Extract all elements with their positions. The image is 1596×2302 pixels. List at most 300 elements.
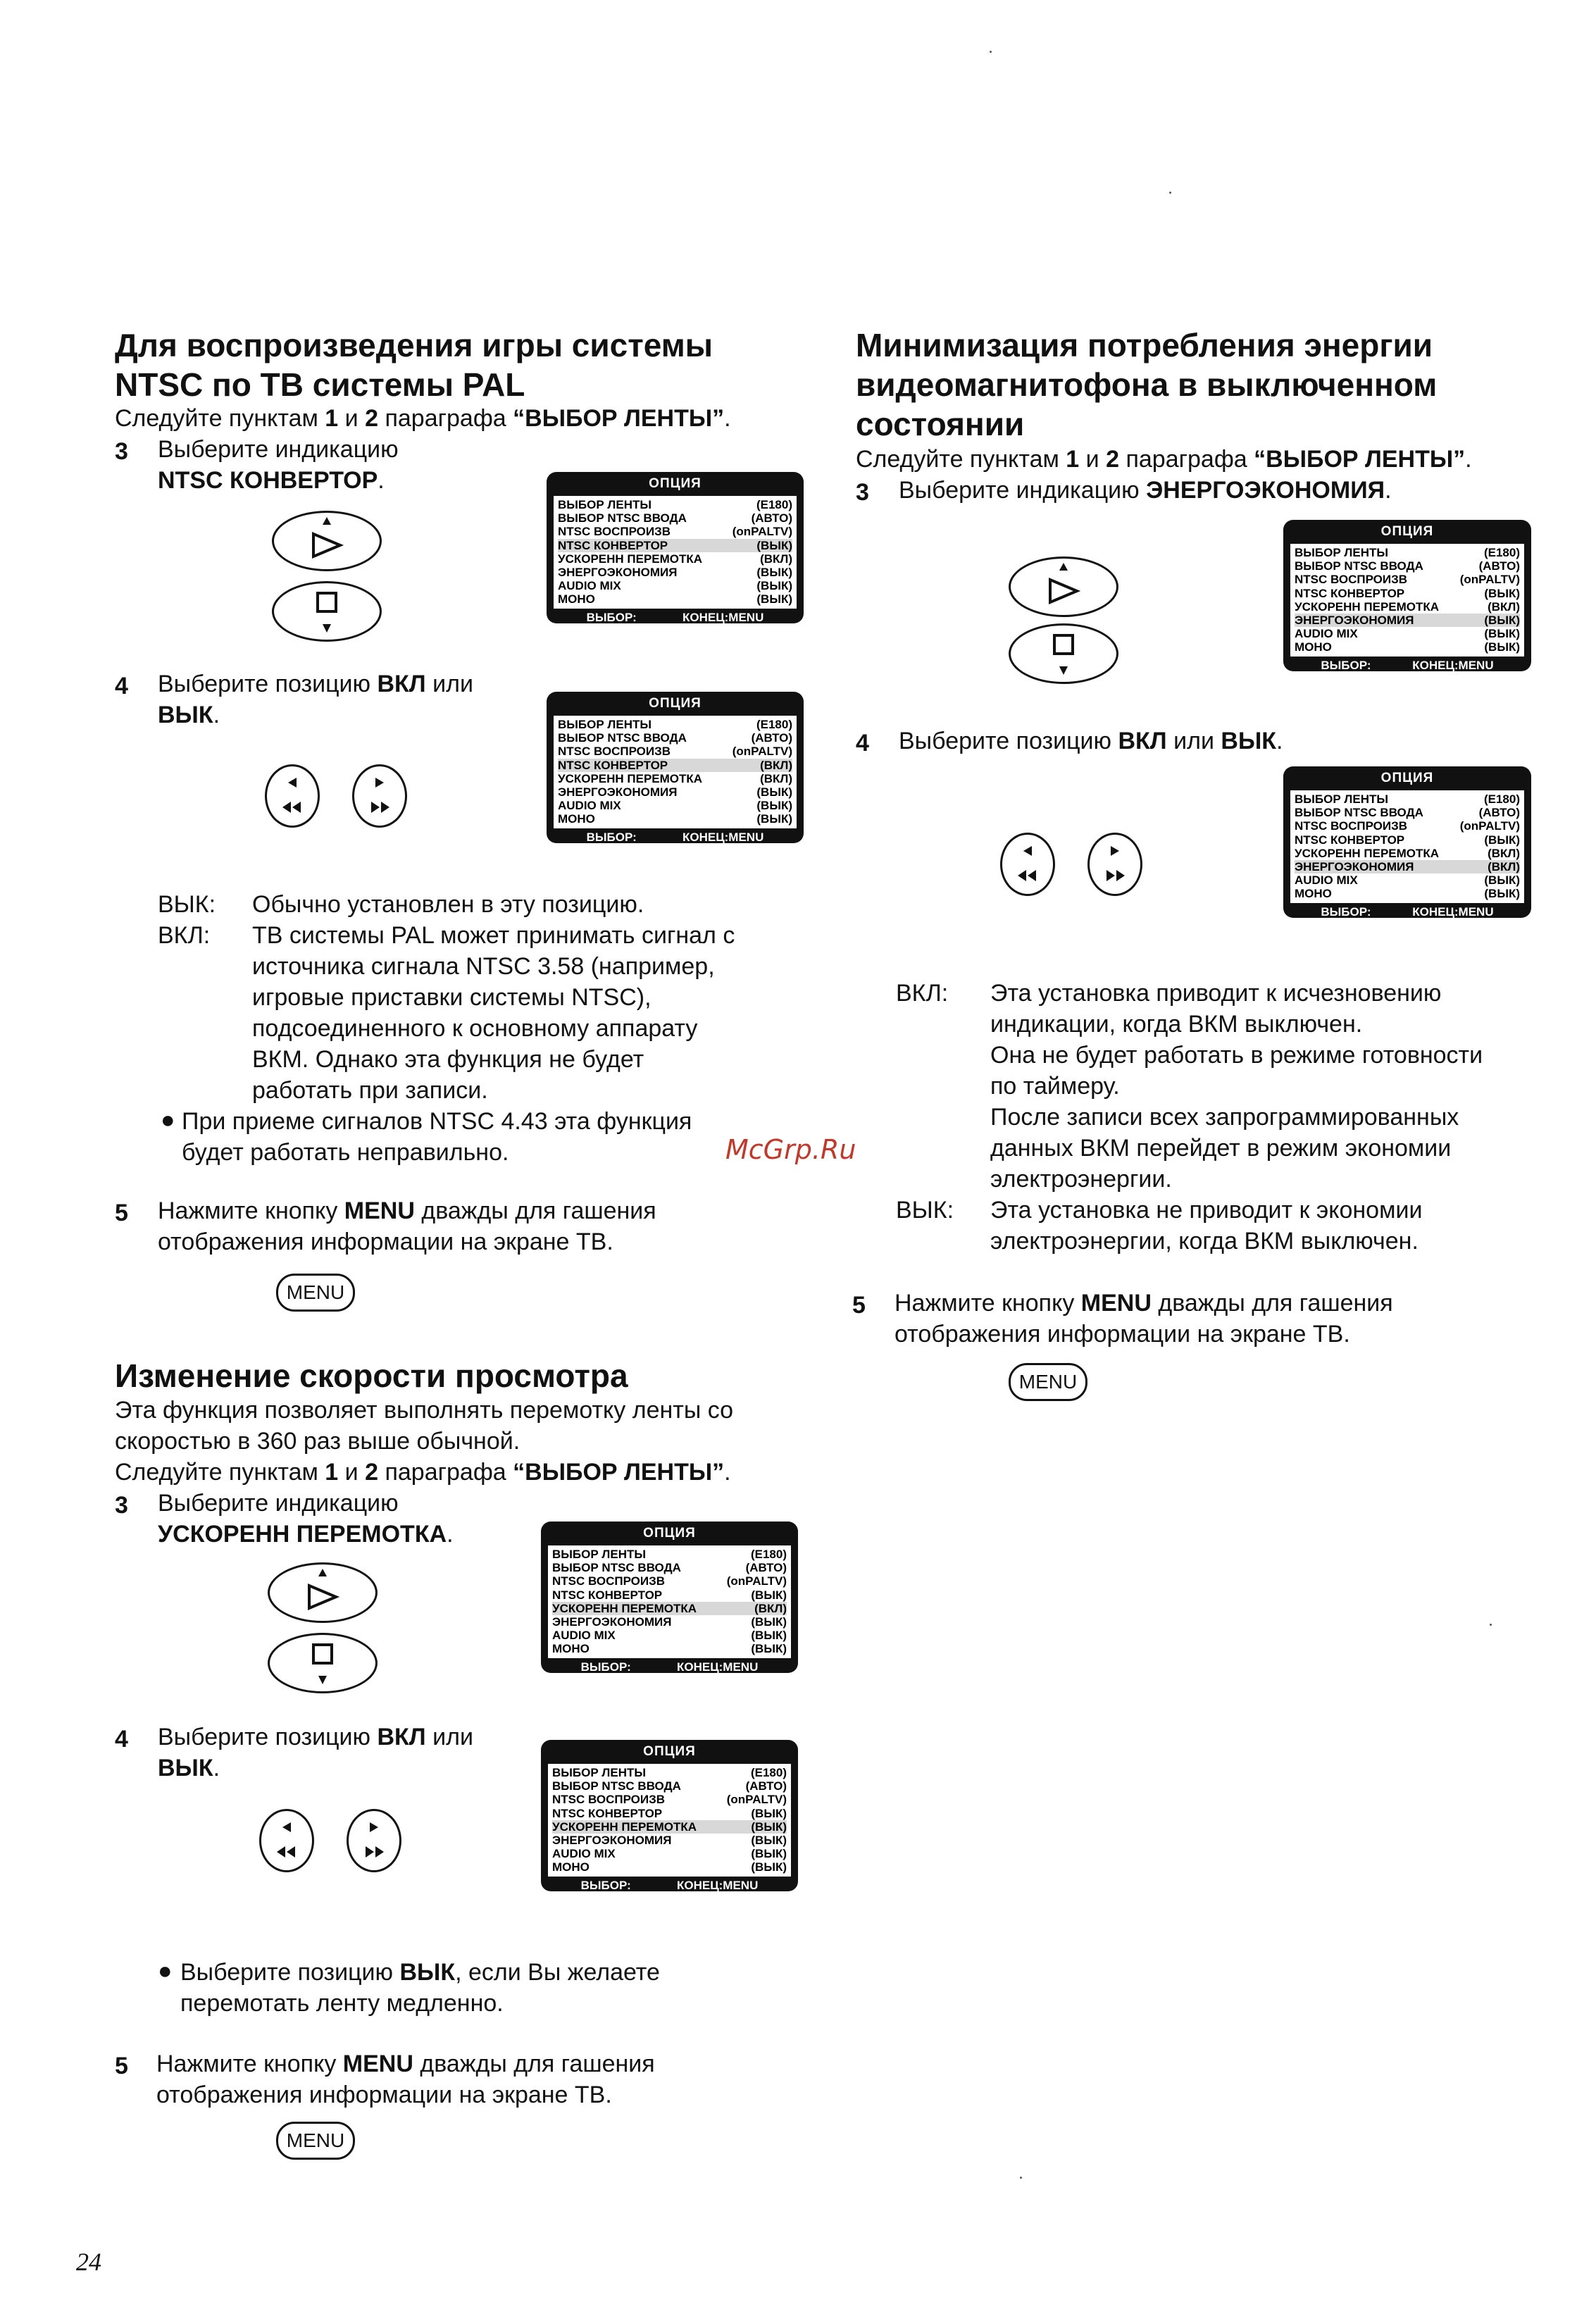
def-on-line: ВКМ. Однако эта функция не будет bbox=[252, 1046, 644, 1073]
section2-step3-text bbox=[158, 1488, 454, 1550]
osd-row-value: (ВКЛ) bbox=[760, 771, 792, 785]
osd-row bbox=[1295, 546, 1520, 559]
follow-text: Следуйте пунктам bbox=[115, 405, 325, 432]
down-arrow-icon bbox=[270, 1635, 375, 1691]
rewind-button[interactable] bbox=[259, 1809, 314, 1872]
osd-row-label: МОНО bbox=[1295, 887, 1332, 901]
osd-row-label: ВЫБОР ЛЕНТЫ bbox=[1295, 546, 1388, 559]
osd-row bbox=[1295, 587, 1520, 600]
osd-row bbox=[558, 799, 792, 812]
section1-follow-text bbox=[115, 403, 731, 434]
step5-text bbox=[158, 1195, 656, 1257]
osd-row-value: (ВЫК) bbox=[756, 538, 792, 552]
osd-row bbox=[1295, 559, 1520, 573]
def-on-line: ТВ системы PAL может принимать сигнал с bbox=[252, 922, 735, 949]
osd-row bbox=[1295, 627, 1520, 640]
rewind-icon bbox=[261, 1811, 312, 1870]
osd-row-label: ЭНЕРГОЭКОНОМИЯ bbox=[558, 785, 678, 800]
up-arrow-button[interactable] bbox=[272, 511, 382, 571]
osd-footer bbox=[541, 1877, 798, 1895]
step5-number: 5 bbox=[115, 1200, 128, 1226]
osd-row bbox=[558, 718, 792, 731]
osd-row-label: МОНО bbox=[558, 812, 595, 826]
osd-list bbox=[1290, 544, 1524, 657]
osd-row-label: AUDIO MIX bbox=[552, 1847, 616, 1861]
osd-row-label: AUDIO MIX bbox=[1295, 873, 1358, 888]
down-arrow-button[interactable] bbox=[1009, 623, 1118, 684]
osd-row-label: ВЫБОР NTSC ВВОДА bbox=[552, 1561, 681, 1575]
osd-footer-end: КОНЕЦ:MENU bbox=[1412, 658, 1494, 672]
follow-paragraph: параграфа bbox=[1119, 446, 1254, 473]
osd-row-value: (ВЫК) bbox=[751, 1642, 787, 1656]
def-on-line: подсоединенного к основному аппарату bbox=[252, 1015, 698, 1042]
step4-line1 bbox=[158, 1722, 473, 1753]
osd-row-value: (ВЫК) bbox=[1484, 833, 1520, 847]
osd-row-label: ЭНЕРГОЭКОНОМИЯ bbox=[558, 566, 678, 580]
bullet-line2: перемотать ленту медленно. bbox=[180, 1990, 504, 2017]
osd-row bbox=[552, 1642, 787, 1655]
osd-row-label: ВЫБОР NTSC ВВОДА bbox=[1295, 806, 1423, 820]
follow-paragraph: параграфа bbox=[378, 1459, 513, 1486]
osd-row-selected bbox=[552, 1820, 787, 1834]
osd-row-value: (ВЫК) bbox=[1484, 887, 1520, 901]
step4-instruction: Выберите позицию bbox=[899, 728, 1118, 754]
bullet-line: будет работать неправильно. bbox=[182, 1139, 509, 1166]
up-arrow-icon bbox=[274, 513, 380, 569]
follow-end: . bbox=[1465, 446, 1472, 473]
step3-end: . bbox=[378, 467, 385, 494]
osd-footer-select: ВЫБОР: bbox=[586, 610, 637, 624]
step3-option-line bbox=[158, 1519, 454, 1550]
step5-line1 bbox=[158, 1195, 656, 1226]
step3-instruction: Выберите индикацию bbox=[899, 477, 1147, 504]
osd-menu-ntsc-convertor bbox=[547, 472, 804, 623]
osd-menu-ntsc-convertor-on bbox=[547, 692, 804, 843]
osd-row-value: (ВКЛ) bbox=[760, 758, 792, 772]
osd-row-label: МОНО bbox=[1295, 640, 1332, 654]
osd-row-value: (ВЫК) bbox=[751, 1860, 787, 1874]
osd-row bbox=[558, 592, 792, 606]
up-arrow-icon bbox=[1011, 559, 1116, 615]
osd-row-value: (АВТО) bbox=[751, 511, 792, 525]
osd-row bbox=[558, 552, 792, 566]
osd-row-value: (ВКЛ) bbox=[1488, 599, 1520, 614]
rewind-button[interactable] bbox=[1000, 833, 1055, 896]
osd-row-label: NTSC ВОСПРОИЗВ bbox=[552, 1793, 666, 1807]
step4-or: или bbox=[1166, 728, 1221, 754]
osd-list bbox=[554, 496, 797, 609]
osd-row-label: ВЫБОР NTSC ВВОДА bbox=[558, 511, 687, 525]
def-line: индикации, когда ВКМ выключен. bbox=[990, 1011, 1363, 1038]
osd-footer-end: КОНЕЦ:MENU bbox=[677, 1660, 759, 1674]
osd-row-label: NTSC КОНВЕРТОР bbox=[552, 1588, 663, 1602]
def-on-line: источника сигнала NTSC 3.58 (например, bbox=[252, 953, 715, 980]
osd-footer bbox=[541, 1658, 798, 1676]
osd-row-label: МОНО bbox=[552, 1642, 590, 1656]
up-arrow-button[interactable] bbox=[268, 1562, 378, 1623]
follow-section-name: “ВЫБОР ЛЕНТЫ” bbox=[513, 1459, 725, 1486]
osd-row-label: УСКОРЕНН ПЕРЕМОТКА bbox=[1295, 599, 1440, 614]
osd-row-value: (ВЫК) bbox=[756, 799, 792, 813]
step5-line2: отображения информации на экране ТВ. bbox=[156, 2082, 612, 2108]
down-arrow-button[interactable] bbox=[268, 1633, 378, 1693]
osd-row-value: (onPALTV) bbox=[726, 1793, 787, 1807]
speck bbox=[990, 51, 992, 53]
bullet-icon: ● bbox=[158, 1958, 173, 1984]
step5-line1 bbox=[156, 2048, 655, 2079]
step5-rest: дважды для гашения bbox=[414, 1197, 656, 1224]
step3-number: 3 bbox=[115, 438, 128, 465]
step3-option-line bbox=[158, 465, 399, 496]
osd-row-label: МОНО bbox=[558, 592, 595, 606]
osd-row bbox=[552, 1847, 787, 1860]
step4-end: . bbox=[213, 1755, 220, 1781]
osd-row-label: УСКОРЕНН ПЕРЕМОТКА bbox=[558, 771, 703, 785]
section2-step3-number: 3 bbox=[115, 1492, 128, 1519]
menu-button[interactable]: MENU bbox=[276, 2122, 355, 2160]
osd-list bbox=[548, 1545, 791, 1658]
section2-step4-number: 4 bbox=[115, 1726, 128, 1753]
osd-footer bbox=[547, 609, 804, 627]
osd-row-value: (Е180) bbox=[1483, 792, 1520, 806]
osd-row-value: (ВЫК) bbox=[751, 1847, 787, 1861]
osd-row-selected bbox=[558, 539, 792, 552]
osd-row bbox=[1295, 873, 1520, 887]
osd-row-label: ВЫБОР ЛЕНТЫ bbox=[558, 718, 652, 731]
osd-row bbox=[552, 1615, 787, 1629]
osd-title: ОПЦИЯ bbox=[643, 1526, 696, 1541]
osd-row bbox=[552, 1807, 787, 1820]
step5-menu-word: MENU bbox=[342, 2051, 413, 2077]
osd-row bbox=[558, 731, 792, 745]
osd-row-value: (onPALTV) bbox=[732, 525, 792, 539]
osd-row-label: AUDIO MIX bbox=[1295, 627, 1358, 641]
osd-footer-select: ВЫБОР: bbox=[580, 1878, 631, 1892]
osd-row-value: (ВЫК) bbox=[756, 579, 792, 593]
osd-menu-fast-rewind-off bbox=[541, 1740, 798, 1891]
step5-menu-word: MENU bbox=[1080, 1290, 1152, 1317]
def-off-text: Обычно установлен в эту позицию. bbox=[252, 891, 644, 918]
step4-off: ВЫК bbox=[158, 702, 213, 728]
speck bbox=[1490, 1624, 1492, 1626]
follow-step1: 1 bbox=[325, 405, 339, 432]
osd-row-value: (ВЫК) bbox=[756, 812, 792, 826]
osd-footer-select: ВЫБОР: bbox=[1321, 904, 1371, 919]
osd-row bbox=[1295, 806, 1520, 819]
menu-button[interactable]: MENU bbox=[276, 1274, 355, 1312]
osd-row-value: (ВЫК) bbox=[1484, 586, 1520, 600]
osd-row-selected bbox=[552, 1602, 787, 1615]
up-arrow-icon bbox=[270, 1564, 375, 1621]
osd-menu-energy-saving-on bbox=[1283, 766, 1531, 918]
step3-option: NTSC КОНВЕРТОР bbox=[158, 467, 378, 494]
osd-row-value: (onPALTV) bbox=[1459, 819, 1520, 833]
osd-row-value: (АВТО) bbox=[745, 1561, 787, 1575]
osd-row-value: (ВЫК) bbox=[751, 1834, 787, 1848]
osd-row-value: (ВЫК) bbox=[1484, 873, 1520, 888]
osd-row bbox=[1295, 847, 1520, 860]
fast-forward-button[interactable] bbox=[352, 764, 407, 828]
osd-row bbox=[558, 525, 792, 538]
osd-row bbox=[558, 511, 792, 525]
osd-row-label: ВЫБОР NTSC ВВОДА bbox=[552, 1779, 681, 1793]
step5-menu-word: MENU bbox=[344, 1197, 415, 1224]
osd-row-label: ЭНЕРГОЭКОНОМИЯ bbox=[1295, 614, 1414, 628]
osd-row-value: (ВКЛ) bbox=[760, 552, 792, 566]
osd-row-label: NTSC КОНВЕРТОР bbox=[1295, 586, 1405, 600]
osd-row-value: (ВЫК) bbox=[1484, 627, 1520, 641]
right-follow-text bbox=[856, 444, 1472, 475]
bullet-line: При приеме сигналов NTSC 4.43 эта функция bbox=[182, 1108, 692, 1135]
osd-row bbox=[1295, 640, 1520, 654]
bullet-rest: , если Вы желаете bbox=[455, 1959, 660, 1986]
follow-and: и bbox=[338, 405, 366, 432]
step4-end: . bbox=[213, 702, 220, 728]
osd-row bbox=[552, 1629, 787, 1642]
bullet-line1 bbox=[180, 1957, 660, 1988]
section2-title: Изменение скорости просмотра bbox=[115, 1357, 628, 1394]
osd-row bbox=[552, 1834, 787, 1847]
osd-footer-end: КОНЕЦ:MENU bbox=[677, 1878, 759, 1892]
follow-step2: 2 bbox=[365, 405, 379, 432]
osd-footer bbox=[1283, 657, 1531, 675]
osd-row bbox=[552, 1548, 787, 1561]
osd-menu-fast-rewind bbox=[541, 1522, 798, 1673]
right-def-on-term: ВКЛ: bbox=[896, 980, 949, 1007]
osd-footer bbox=[1283, 903, 1531, 921]
right-section-title bbox=[856, 325, 1437, 444]
osd-row-label: ВЫБОР ЛЕНТЫ bbox=[558, 498, 652, 511]
osd-title: ОПЦИЯ bbox=[1380, 524, 1434, 539]
right-step3-text bbox=[899, 475, 1392, 506]
page-number: 24 bbox=[76, 2248, 101, 2276]
osd-row-label: AUDIO MIX bbox=[558, 799, 621, 813]
osd-footer-select: ВЫБОР: bbox=[586, 830, 637, 844]
osd-row-value: (АВТО) bbox=[1478, 806, 1520, 820]
bullet-note bbox=[182, 1106, 692, 1168]
follow-end: . bbox=[724, 405, 731, 432]
intro-line: Эта функция позволяет выполнять перемотку ленты со bbox=[115, 1397, 734, 1424]
osd-row-selected bbox=[1295, 614, 1520, 627]
osd-row bbox=[558, 772, 792, 785]
osd-row-value: (ВКЛ) bbox=[1488, 846, 1520, 860]
osd-footer-end: КОНЕЦ:MENU bbox=[682, 830, 764, 844]
down-arrow-icon bbox=[274, 583, 380, 640]
def-line: по таймеру. bbox=[990, 1073, 1120, 1100]
follow-section-name: “ВЫБОР ЛЕНТЫ” bbox=[513, 405, 725, 432]
bullet-icon: ● bbox=[161, 1107, 175, 1133]
section2-bullet bbox=[180, 1957, 660, 2019]
osd-row-label: ВЫБОР NTSC ВВОДА bbox=[1295, 559, 1423, 573]
right-step4-number: 4 bbox=[856, 730, 869, 757]
osd-row-label: AUDIO MIX bbox=[558, 579, 621, 593]
rewind-button[interactable] bbox=[265, 764, 320, 828]
osd-title: ОПЦИЯ bbox=[649, 476, 702, 491]
osd-row-label: NTSC ВОСПРОИЗВ bbox=[558, 745, 671, 759]
follow-text: Следуйте пунктам bbox=[115, 1459, 325, 1486]
def-line: электроэнергии. bbox=[990, 1166, 1172, 1193]
osd-row-label: NTSC КОНВЕРТОР bbox=[1295, 833, 1405, 847]
osd-row-value: (ВЫК) bbox=[756, 785, 792, 800]
step5-instruction: Нажмите кнопку bbox=[158, 1197, 344, 1224]
intro-line: скоростью в 360 раз выше обычной. bbox=[115, 1428, 520, 1455]
follow-step1: 1 bbox=[1066, 446, 1080, 473]
osd-row-value: (ВЫК) bbox=[751, 1615, 787, 1629]
step4-line2 bbox=[158, 699, 473, 730]
title-line: состоянии bbox=[856, 406, 1025, 442]
osd-row-value: (Е180) bbox=[1483, 546, 1520, 559]
osd-row-value: (ВЫК) bbox=[751, 1806, 787, 1820]
section2-step4-text bbox=[158, 1722, 473, 1784]
def-on-line: работать при записи. bbox=[252, 1077, 488, 1104]
osd-row-value: (onPALTV) bbox=[726, 1574, 787, 1588]
step5-rest: дважды для гашения bbox=[1151, 1290, 1393, 1317]
osd-row bbox=[558, 745, 792, 758]
osd-list bbox=[548, 1764, 791, 1877]
right-def-on-text bbox=[990, 978, 1483, 1195]
step4-or: или bbox=[425, 1724, 473, 1750]
def-line: данных ВКМ перейдет в режим экономии bbox=[990, 1135, 1452, 1162]
osd-row bbox=[552, 1860, 787, 1874]
osd-title: ОПЦИЯ bbox=[643, 1744, 696, 1759]
right-step3-number: 3 bbox=[856, 479, 869, 506]
osd-row bbox=[552, 1588, 787, 1602]
right-step4-text bbox=[899, 726, 1283, 757]
osd-row bbox=[1295, 792, 1520, 806]
step4-on: ВКЛ bbox=[1118, 728, 1167, 754]
step3-instruction: Выберите индикацию bbox=[158, 1490, 399, 1517]
osd-row bbox=[1295, 600, 1520, 614]
fast-forward-button[interactable] bbox=[1087, 833, 1142, 896]
def-line: Эта установка не приводит к экономии bbox=[990, 1197, 1423, 1224]
osd-list bbox=[1290, 790, 1524, 903]
osd-row bbox=[558, 498, 792, 511]
osd-row-label: AUDIO MIX bbox=[552, 1629, 616, 1643]
section1-title-line2: NTSC по ТВ системы PAL bbox=[115, 366, 525, 403]
osd-row-label: NTSC КОНВЕРТОР bbox=[552, 1806, 663, 1820]
rewind-icon bbox=[267, 766, 318, 826]
section2-step5-number: 5 bbox=[115, 2053, 128, 2079]
step3-end: . bbox=[447, 1521, 454, 1548]
osd-menu-energy-saving bbox=[1283, 520, 1531, 671]
fast-forward-icon bbox=[349, 1811, 399, 1870]
osd-row-value: (ВЫК) bbox=[756, 566, 792, 580]
step4-instruction: Выберите позицию bbox=[158, 671, 378, 697]
osd-row-value: (ВЫК) bbox=[751, 1588, 787, 1602]
osd-row bbox=[558, 812, 792, 826]
follow-and: и bbox=[338, 1459, 366, 1486]
osd-row-value: (ВЫК) bbox=[751, 1819, 787, 1834]
step4-off: ВЫК bbox=[1221, 728, 1276, 754]
def-line: электроэнергии, когда ВКМ выключен. bbox=[990, 1228, 1419, 1255]
down-arrow-icon bbox=[1011, 626, 1116, 682]
osd-row-value: (ВЫК) bbox=[751, 1629, 787, 1643]
osd-row-label: УСКОРЕНН ПЕРЕМОТКА bbox=[552, 1819, 697, 1834]
osd-row bbox=[552, 1561, 787, 1574]
step3-option: ЭНЕРГОЭКОНОМИЯ bbox=[1146, 477, 1385, 504]
def-on-line: игровые приставки системы NTSC), bbox=[252, 984, 652, 1011]
up-arrow-button[interactable] bbox=[1009, 556, 1118, 617]
osd-row bbox=[552, 1766, 787, 1779]
follow-and: и bbox=[1079, 446, 1106, 473]
osd-title: ОПЦИЯ bbox=[1380, 771, 1434, 785]
down-arrow-button[interactable] bbox=[272, 581, 382, 642]
step4-line2 bbox=[158, 1753, 473, 1784]
osd-list bbox=[554, 716, 797, 828]
osd-row bbox=[552, 1793, 787, 1806]
osd-row-label: NTSC ВОСПРОИЗВ bbox=[558, 525, 671, 539]
osd-row-value: (АВТО) bbox=[745, 1779, 787, 1793]
section1-title-line1: Для воспроизведения игры системы bbox=[115, 327, 713, 363]
follow-section-name: “ВЫБОР ЛЕНТЫ” bbox=[1254, 446, 1466, 473]
section2-follow-text bbox=[115, 1457, 733, 1488]
osd-row-label: NTSC ВОСПРОИЗВ bbox=[1295, 573, 1408, 587]
osd-row bbox=[558, 579, 792, 592]
follow-end: . bbox=[724, 1459, 731, 1486]
osd-row-label: ЭНЕРГОЭКОНОМИЯ bbox=[552, 1834, 672, 1848]
osd-row-label: NTSC КОНВЕРТОР bbox=[558, 758, 668, 772]
fast-forward-button[interactable] bbox=[347, 1809, 401, 1872]
step4-number: 4 bbox=[115, 673, 128, 699]
step3-text bbox=[158, 434, 399, 496]
step4-on: ВКЛ bbox=[377, 671, 426, 697]
fast-forward-icon bbox=[1090, 835, 1140, 894]
step4-instruction: Выберите позицию bbox=[158, 1724, 378, 1750]
osd-row-value: (Е180) bbox=[750, 1548, 787, 1561]
osd-row-label: ВЫБОР ЛЕНТЫ bbox=[552, 1548, 646, 1561]
step5-instruction: Нажмите кнопку bbox=[894, 1290, 1081, 1317]
step3-option: УСКОРЕНН ПЕРЕМОТКА bbox=[158, 1521, 447, 1548]
right-def-off-text bbox=[990, 1195, 1422, 1257]
right-step5-number: 5 bbox=[852, 1292, 866, 1319]
step4-text bbox=[158, 668, 473, 730]
watermark: McGrp.Ru bbox=[725, 1134, 856, 1165]
osd-row-value: (Е180) bbox=[750, 1766, 787, 1779]
step5-line1 bbox=[894, 1288, 1393, 1319]
osd-title: ОПЦИЯ bbox=[649, 696, 702, 711]
osd-row-value: (ВКЛ) bbox=[1488, 860, 1520, 874]
osd-row bbox=[1295, 833, 1520, 847]
osd-row-label: ВЫБОР ЛЕНТЫ bbox=[552, 1766, 646, 1779]
step5-instruction: Нажмите кнопку bbox=[156, 2051, 343, 2077]
follow-step2: 2 bbox=[1106, 446, 1120, 473]
step5-line2: отображения информации на экране ТВ. bbox=[894, 1321, 1350, 1348]
osd-row-selected bbox=[558, 759, 792, 772]
osd-row-value: (ВЫК) bbox=[1484, 640, 1520, 654]
osd-footer-end: КОНЕЦ:MENU bbox=[1412, 904, 1494, 919]
follow-text: Следуйте пунктам bbox=[856, 446, 1066, 473]
menu-button[interactable]: MENU bbox=[1009, 1363, 1087, 1401]
osd-row-label: NTSC ВОСПРОИЗВ bbox=[552, 1574, 666, 1588]
osd-row-label: NTSC КОНВЕРТОР bbox=[558, 538, 668, 552]
osd-row bbox=[552, 1779, 787, 1793]
follow-step1: 1 bbox=[325, 1459, 339, 1486]
follow-step2: 2 bbox=[365, 1459, 379, 1486]
rewind-icon bbox=[1002, 835, 1053, 894]
def-on-term: ВКЛ: bbox=[158, 922, 211, 949]
section1-title bbox=[115, 325, 713, 404]
osd-row-label: ВЫБОР ЛЕНТЫ bbox=[1295, 792, 1388, 806]
osd-row-label: ВЫБОР NTSC ВВОДА bbox=[558, 731, 687, 745]
title-line: Минимизация потребления энергии bbox=[856, 327, 1433, 363]
step4-or: или bbox=[425, 671, 473, 697]
right-step5-text bbox=[894, 1288, 1393, 1350]
osd-row-label: УСКОРЕНН ПЕРЕМОТКА bbox=[552, 1601, 697, 1615]
osd-row-value: (onPALTV) bbox=[1459, 573, 1520, 587]
speck bbox=[1020, 2177, 1022, 2179]
osd-row-value: (ВЫК) bbox=[756, 592, 792, 606]
right-def-off-term: ВЫК: bbox=[896, 1197, 954, 1224]
